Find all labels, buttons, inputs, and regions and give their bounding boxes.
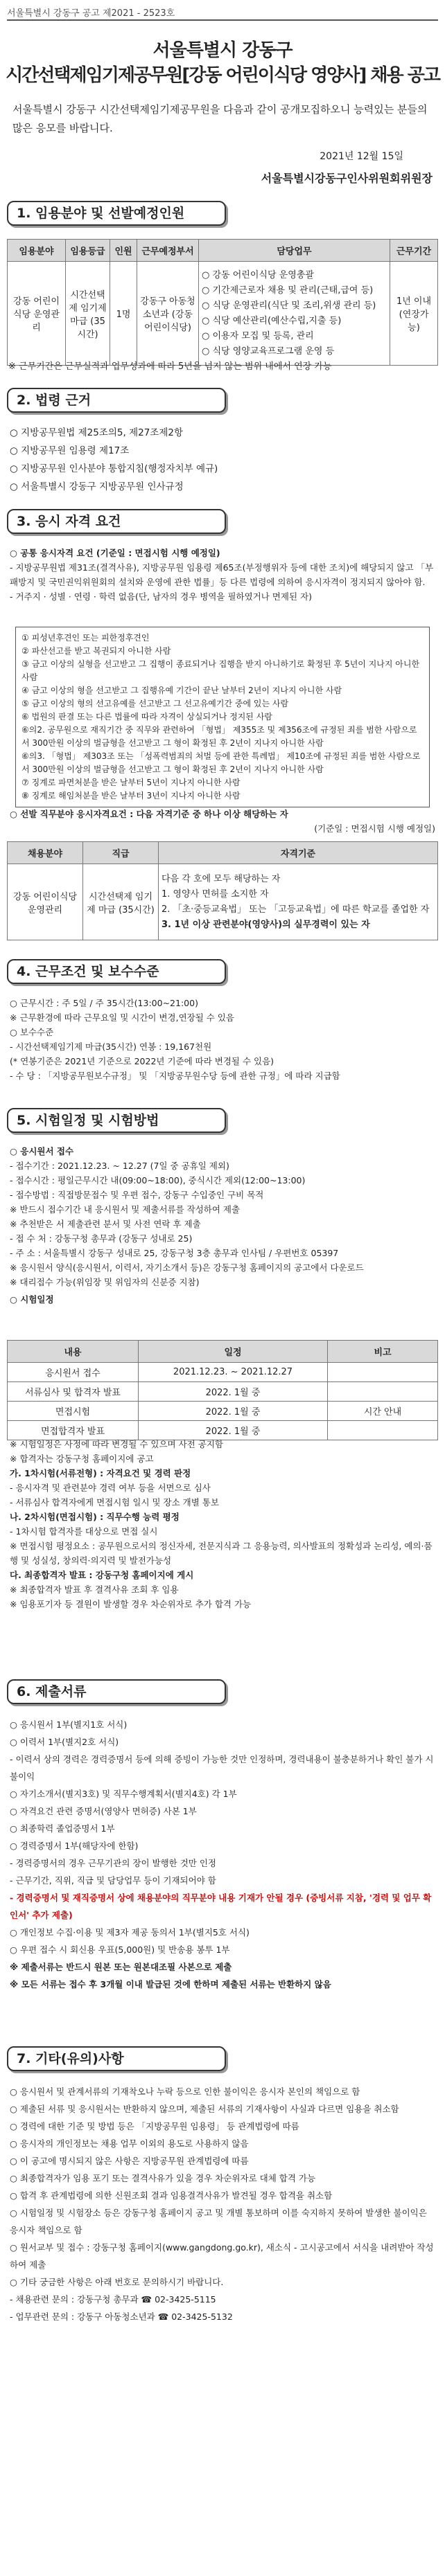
etc-item: ○ 기타 궁금한 사항은 아래 번호로 문의하시기 바랍니다. [10, 2277, 224, 2287]
exam-line: - 접수기간 : 2021.12.23. ~ 12.27 (7일 중 공휴일 제외) [10, 1161, 229, 1171]
duty-item: ○ 기간제근로자 채용 및 관리(근태,급여 등) [202, 285, 374, 296]
recruitment-table [7, 239, 438, 366]
top-divider [7, 19, 438, 21]
duty-item: ○ 식당 운영관리(식단 및 조리,위생 관리 등) [202, 300, 376, 311]
section-7-header: 7. 기타(유의)사항 [7, 2046, 226, 2071]
work-item: ○ 보수수준 [10, 1027, 54, 1037]
doc-item: ○ 경력증명서 1부(해당자에 한함) [10, 1841, 139, 1851]
td-grade: 시간선택제 임기제 마급 (35시간) [66, 262, 110, 366]
etc-item: ○ 원서교부 및 접수 : 강동구청 홈페이지(www.gangdong.go.kr), 새소식 - 고시공고에서 서식을 내려받아 작성하여 제출 [10, 2242, 434, 2270]
exam-method-line: ※ 합격자는 강동구청 홈페이지에 공고 [10, 1454, 154, 1464]
exam-method-line: - 1차시험 합격자를 대상으로 면접 실시 [10, 1526, 158, 1537]
td-q-field: 강동 어린이식당 운영관리 [8, 864, 83, 940]
exam-line: - 접수시간 : 평일근무시간 내(09:00~18:00), 중식시간 제외(12:00~13:00) [10, 1175, 306, 1186]
doc-item: - 이력서 상의 경력은 경력증명서 등에 의해 증빙이 가능한 것만 인정하며, 경력내용이 불충분하거나 확인 불가 시 불이익 [10, 1754, 434, 1782]
exam-line: ※ 응시원서 양식(응시원서, 이력서, 자기소개서 등)은 강동구청 홈페이지의 공고에서 다운로드 [10, 1262, 364, 1273]
doc-item: ○ 개인정보 수집·이용 및 제3자 제공 동의서 1부(별지5호 서식) [10, 1927, 250, 1938]
doc-note: ※ 제출서류는 반드시 원본 또는 원본대조필 사본으로 제출 [10, 1962, 232, 1972]
intro-text: 서울특별시 강동구 시간선택제임기제공무원을 다음과 같이 공개모집하오니 능력있는 분들의 많은 응모를 바랍니다. [12, 103, 428, 134]
etc-item: ○ 이 공고에 명시되지 않은 사항은 지방공무원 관계법령에 따름 [10, 2156, 249, 2166]
td-field: 강동 어린이식당 운영관리 [8, 262, 66, 366]
doc-item-warning: - 경력증명서 및 재직증명서 상에 채용분야의 직무분야 내용 기재가 안될 경우 (증빙서류 지참, '경력 및 업무 확인서' 추가 제출) [10, 1893, 432, 1920]
section-5-header: 5. 시험일정 및 시험방법 [7, 1108, 226, 1133]
disq-item: ⑥의2. 공무원으로 재직기간 중 직무와 관련하여 「형법」 제355조 및 제356조에 규정된 죄를 범한 사람으로서 300만원 이상의 벌금형을 선고받고 그 형이 확정된 후 2년이 지나지 아니한 사람 [21, 725, 417, 748]
doc-item: ○ 자기소개서(별지3호) 및 직무수행계획서(별지4호) 각 1부 [10, 1789, 237, 1799]
qual-line: - 거주지 · 성별 · 연령 · 학력 없음(단, 남자의 경우 병역을 필하였거나 면제된 자) [10, 591, 312, 602]
exam-method-line: 가. 1차시험(서류전형) : 자격요건 및 경력 판정 [10, 1468, 191, 1478]
work-conditions [10, 996, 435, 1083]
disqualification-box [15, 627, 430, 807]
qual-specific-basis: (기준일 : 면접시험 시행 예정일) [314, 823, 435, 834]
exam-line: ○ 응시원서 접수 [10, 1146, 74, 1156]
section-6-header: 6. 제출서류 [7, 1679, 226, 1704]
law-item: ○ 지방공무원법 제25조의5, 제27조제2항 [10, 427, 184, 438]
sched-cell: 2022. 1월 중 [139, 1402, 328, 1421]
disq-item: ① 피성년후견인 또는 피한정후견인 [21, 633, 150, 643]
disq-item: ④ 금고 이상의 형을 선고받고 그 집행유예 기간이 끝난 날부터 2년이 지나지 아니한 사람 [21, 686, 342, 695]
exam-method-line: - 응시자격 및 관련분야 경력 여부 등을 서면으로 심사 [10, 1483, 211, 1493]
doc-item: ○ 응시원서 1부(별지1호 서식) [10, 1719, 128, 1730]
disq-item: ② 파산선고를 받고 복권되지 아니한 사람 [21, 646, 171, 656]
th-duties: 담당업무 [199, 240, 390, 262]
qual-specific-title: ○ 선발 직무분야 응시자격요건 : 다음 자격기준 중 하나 이상 해당하는 자 [10, 809, 288, 819]
exam-line: - 접수방법 : 직접방문접수 및 우편 접수, 강동구 수입중인 구비 목적 [10, 1190, 264, 1200]
docs-list [10, 1716, 435, 1993]
td-q-req [159, 864, 438, 940]
exam-line: ※ 대리접수 가능(위임장 및 위임자의 신분증 지참) [10, 1277, 200, 1287]
exam-method-line: ※ 면접시험 평정요소 : 공무원으로서의 정신자세, 전문지식과 그 응용능력, 의사발표의 정확성과 논리성, 예의·품행 및 성실성, 창의력·의지력 및 발전가능성 [10, 1541, 433, 1566]
etc-item: ○ 최종합격자가 임용 포기 또는 결격사유가 있을 경우 차순위자로 대체 합격 가능 [10, 2173, 316, 2183]
etc-item: ○ 시험일정 및 시험장소 등은 강동구청 홈페이지 공고 및 개별 통보하며 이를 숙지하지 못하여 발생한 불이익은 응시자 책임으로 함 [10, 2208, 427, 2235]
th-grade: 임용등급 [66, 240, 110, 262]
doc-item: ○ 우편 접수 시 회신용 우표(5,000원) 및 반송용 봉투 1부 [10, 1944, 230, 1955]
notice-org: 서울특별시강동구인사위원회위원장 [261, 172, 433, 185]
sched-cell: 시간 안내 [328, 1402, 438, 1421]
schedule-table [7, 1340, 438, 1440]
td-dept: 강동구 아동청소년과 (강동어린이식당) [137, 262, 199, 366]
law-item: ○ 서울특별시 강동구 지방공무원 인사규정 [10, 481, 184, 492]
sched-cell: 응시원서 접수 [8, 1363, 139, 1382]
sched-cell [328, 1382, 438, 1402]
th-s-date: 일정 [139, 1341, 328, 1363]
qualification-table [7, 841, 438, 940]
schedule-title: ○ 시험일정 [10, 1294, 54, 1305]
doc-item: ○ 최종학력 졸업증명서 1부 [10, 1823, 115, 1834]
disq-item: ⑥의3. 「형법」 제303조 또는 「성폭력범죄의 처벌 등에 관한 특례법」 제10조에 규정된 죄를 범한 사람으로서 300만원 이상의 벌금형을 선고받고 그 형이 확정된 후 2년이 지나지 아니한 사람 [21, 751, 421, 774]
notice-date: 2021년 12월 15일 [320, 151, 403, 162]
th-q-grade: 직급 [83, 842, 159, 864]
exam-apply [10, 1144, 435, 1307]
th-dept: 근무예정부서 [137, 240, 199, 262]
table1-footnote: ※ 근무기간은 근무실적과 업무성과에 따라 5년을 넘지 않는 범위 내에서 연장 가능 [8, 361, 332, 372]
law-item: ○ 지방공무원 임용령 제17조 [10, 445, 130, 456]
sched-cell: 서류심사 및 합격자 발표 [8, 1382, 139, 1402]
th-q-req: 자격기준 [159, 842, 438, 864]
qualification-text [10, 546, 435, 604]
contact-item: - 업무관련 문의 : 강동구 아동청소년과 ☎ 02-3425-5132 [10, 2311, 233, 2322]
exam-method [10, 1437, 435, 1611]
td-duties [199, 262, 390, 366]
th-q-field: 채용분야 [8, 842, 83, 864]
exam-method-line: 나. 2차시험(면접시험) : 직무수행 능력 평정 [10, 1512, 180, 1522]
th-s-note: 비고 [328, 1341, 438, 1363]
doc-note: ※ 모든 서류는 접수 후 3개월 이내 발급된 것에 한하며 제출된 서류는 반환하지 않음 [10, 1979, 331, 1989]
doc-item: ○ 자격요건 관련 증명서(영양사 면허증) 사본 1부 [10, 1806, 197, 1816]
doc-item: - 근무기간, 직위, 직급 및 담당업무 등이 기재되어야 함 [10, 1875, 216, 1886]
exam-line: ※ 추천받은 서 제출관련 분서 및 사전 연락 후 제출 [10, 1219, 201, 1229]
exam-method-line: ※ 최종합격자 발표 후 결격사유 조회 후 임용 [10, 1584, 179, 1595]
exam-method-line: ※ 임용포기자 등 결원이 발생할 경우 차순위자로 추가 합격 가능 [10, 1599, 252, 1609]
title-line2: 시간선택제임기제공무원[강동 어린이식당 영양사] 채용 공고 [6, 65, 439, 86]
work-item: - 시간선택제임기제 마급(35시간) 연봉 : 19,167천원 [10, 1041, 212, 1052]
doc-item: ○ 이력서 1부(별지2호 서식) [10, 1737, 119, 1747]
disq-item: ⑧ 징계로 해임처분을 받은 날부터 3년이 지나지 아니한 사람 [21, 791, 241, 800]
section-4-header: 4. 근무조건 및 보수수준 [7, 959, 226, 984]
qual-common-title: ○ 공통 응시자격 요건 (기준일 : 면접시험 시행 예정일) [10, 548, 220, 558]
etc-item: ○ 응시자의 개인정보는 채용 업무 이외의 용도로 사용하지 않음 [10, 2138, 249, 2149]
section-3-header: 3. 응시 자격 요건 [7, 509, 226, 534]
req-item: 3. 1년 이상 관련분야(영양사)의 실무경력이 있는 자 [162, 919, 370, 930]
req-item: 2. 「초·중등교육법」 또는 「고등교육법」에 따른 학교를 졸업한 자 [162, 904, 430, 915]
etc-item: ○ 경력에 대한 기준 및 방법 등은 「지방공무원 임용령」 등 관계법령에 따름 [10, 2121, 299, 2131]
td-period: 1년 이내 (연장가능) [390, 262, 438, 366]
exam-line: - 주 소 : 서울특별시 강동구 성내로 25, 강동구청 3층 총무과 인사팀 / 우편번호 05397 [10, 1248, 339, 1258]
duty-item: ○ 이용자 모집 및 등록, 관리 [202, 330, 314, 341]
sched-cell: 2022. 1월 중 [139, 1382, 328, 1402]
qual-line: - 지방공무원법 제31조(결격사유), 지방공무원 임용령 제65조(부정행위자 등에 대한 조치)에 해당되지 않고 「부패방지 및 국민권익위원회의 설치와 운영에 관한 법률」등 다른 법령에 의하여 응시자격이 정지되지 않아야 함. [10, 562, 434, 587]
sched-cell: 면접합격자 발표 [8, 1421, 139, 1440]
sched-cell: 2021.12.23. ~ 2021.12.27 [139, 1363, 328, 1382]
disq-item: ⑦ 징계로 파면처분을 받은 날부터 5년이 지나지 아니한 사람 [21, 778, 241, 787]
td-count: 1명 [110, 262, 137, 366]
th-period: 근무기간 [390, 240, 438, 262]
contact-item: - 채용관련 문의 : 강동구청 총무과 ☎ 02-3425-5115 [10, 2294, 216, 2305]
etc-item: ○ 합격 후 관계법령에 의한 신원조회 결과 임용결격사유가 발견될 경우 합격을 취소함 [10, 2190, 333, 2201]
th-s-content: 내용 [8, 1341, 139, 1363]
law-item: ○ 지방공무원 인사분야 통합지침(행정자치부 예규) [10, 463, 218, 474]
td-q-grade: 시간선택제 임기제 마급 (35시간) [83, 864, 159, 940]
notice-number: 서울특별시 강동구 공고 제2021 - 2523호 [7, 8, 175, 19]
duty-item: ○ 식당 영양교육프로그램 운영 등 [202, 346, 335, 357]
section-2-header: 2. 법령 근거 [7, 388, 226, 413]
exam-line: ※ 반드시 접수기간 내 응시원서 및 제출서류를 작성하여 제출 [10, 1204, 241, 1215]
etc-item: ○ 응시원서 및 관계서류의 기재착오나 누락 등으로 인한 불이익은 응시자 본인의 책임으로 함 [10, 2086, 360, 2097]
disq-item: ③ 금고 이상의 실형을 선고받고 그 집행이 종료되거나 집행을 받지 아니하기로 확정된 후 5년이 지나지 아니한 사람 [21, 659, 420, 682]
etc-list [10, 2083, 435, 2325]
etc-item: ○ 제출된 서류 및 응시원서는 반환하지 않으며, 제출된 서류의 기재사항이 사실과 다르면 임용을 취소함 [10, 2104, 399, 2114]
duty-item: ○ 강동 어린이식당 운영총괄 [202, 269, 314, 280]
work-item: ※ 근무환경에 따라 근무요일 및 시간이 변경,연장될 수 있음 [10, 1012, 234, 1023]
sched-cell: 2022. 1월 중 [139, 1421, 328, 1440]
req-item: 1. 영양사 면허를 소지한 자 [162, 888, 269, 900]
work-item: - 수 당 : 「지방공무원보수규정」 및 「지방공무원수당 등에 관한 규정」에 따라 지급함 [10, 1071, 340, 1081]
sched-cell: 면접시험 [8, 1402, 139, 1421]
sched-cell [328, 1363, 438, 1382]
disq-item: ⑤ 금고 이상의 형의 선고유예를 선고받고 그 선고유예기간 중에 있는 사람 [21, 699, 289, 708]
law-list [10, 424, 435, 496]
work-item: ○ 근무시간 : 주 5일 / 주 35시간(13:00~21:00) [10, 998, 198, 1008]
section-1-header: 1. 임용분야 및 선발예정인원 [7, 201, 226, 226]
doc-item: - 경력증명서의 경우 근무기관의 장이 발행한 것만 인정 [10, 1858, 216, 1868]
th-field: 임용분야 [8, 240, 66, 262]
exam-line: - 접 수 처 : 강동구청 총무과 (강동구 성내로 25) [10, 1233, 193, 1244]
qual-specific [10, 807, 435, 836]
title-line1: 서울특별시 강동구 [152, 40, 293, 61]
exam-method-line: 다. 최종합격자 발표 : 강동구청 홈페이지에 게시 [10, 1570, 194, 1580]
req-item: 다음 각 호에 모두 해당하는 자 [162, 873, 281, 884]
disq-item: ⑥ 법원의 판결 또는 다른 법률에 따라 자격이 상실되거나 정지된 사람 [21, 712, 272, 722]
th-count: 인원 [110, 240, 137, 262]
duty-item: ○ 식당 예산관리(예산수립,지출 등) [202, 315, 342, 326]
work-item: (* 연봉기준은 2021년 기준으로 2022년 기준에 따라 변경될 수 있음) [10, 1056, 274, 1066]
exam-method-line: ※ 시험일정은 사정에 따라 변경될 수 있으며 사전 공지함 [10, 1439, 223, 1449]
exam-method-line: - 서류심사 합격자에게 면접시험 일시 및 장소 개별 통보 [10, 1497, 219, 1508]
